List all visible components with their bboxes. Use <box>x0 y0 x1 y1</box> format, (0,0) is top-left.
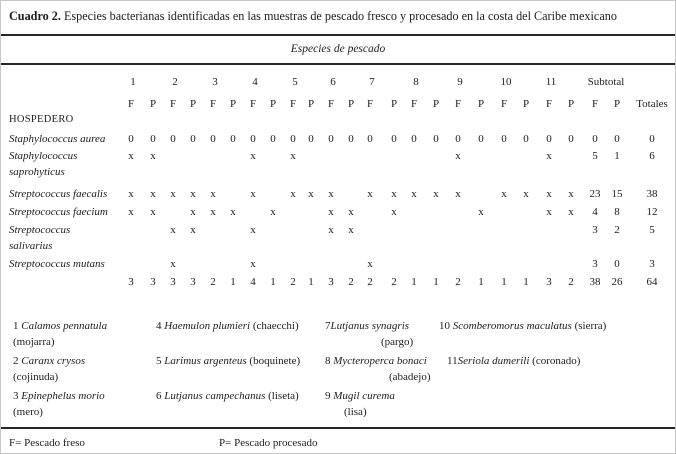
presence-mark: x <box>170 224 176 236</box>
presence-mark: x <box>250 224 256 236</box>
column-total: 1 <box>433 276 439 288</box>
presence-mark: x <box>546 188 552 200</box>
legend-item <box>325 356 427 367</box>
presence-mark: x <box>546 206 552 218</box>
presence-mark: x <box>250 258 256 270</box>
column-total: 2 <box>391 276 397 288</box>
column-total: 1 <box>411 276 417 288</box>
presence-mark: x <box>455 150 461 162</box>
presence-mark: x <box>270 206 276 218</box>
legend-scientific-name: Epinephelus morio <box>21 390 105 402</box>
row-total: 38 <box>646 188 658 200</box>
bacteria-row-label: Staphylococcus aurea <box>9 133 106 145</box>
row-subtotal-fresh: 3 <box>592 224 598 236</box>
row-subtotal-processed: 0 <box>614 258 620 270</box>
presence-mark: x <box>348 206 354 218</box>
presence-mark: x <box>290 150 296 162</box>
legend-scientific-name: Scomberomorus maculatus <box>452 320 572 332</box>
processed-fish-footnote: P= Pescado procesado <box>219 437 318 449</box>
fresh-fish-footnote: F= Pescado freso <box>9 437 85 449</box>
presence-mark: x <box>210 188 216 200</box>
column-total: 3 <box>546 276 552 288</box>
subtotal-fresh-header: F <box>591 98 599 110</box>
legend-scientific-name: Haemulon plumieri <box>164 320 251 332</box>
fresh-column-header: F <box>127 98 135 110</box>
header-rule <box>1 63 675 65</box>
legend-item <box>156 321 299 332</box>
presence-mark: x <box>568 188 574 200</box>
presence-mark: x <box>190 206 196 218</box>
fresh-column-header: F <box>410 98 418 110</box>
presence-mark: x <box>308 188 314 200</box>
fish-number-header: 6 <box>330 76 336 88</box>
legend-common-name: (lisa) <box>344 406 367 418</box>
processed-column-header: P <box>229 98 237 110</box>
table-title <box>9 10 617 22</box>
presence-mark: x <box>250 188 256 200</box>
row-subtotal-fresh: 5 <box>592 150 598 162</box>
presence-mark: x <box>367 188 373 200</box>
presence-mark: x <box>391 206 397 218</box>
presence-mark: x <box>523 188 529 200</box>
fresh-column-header: F <box>327 98 335 110</box>
column-total: 1 <box>478 276 484 288</box>
column-total: 3 <box>328 276 334 288</box>
legend-item-number: 9 <box>325 390 334 402</box>
column-total: 1 <box>501 276 507 288</box>
legend-scientific-name: Seriola dumerili <box>457 355 530 367</box>
presence-mark: x <box>433 188 439 200</box>
row-subtotal-fresh: 23 <box>589 188 601 200</box>
column-total: 3 <box>190 276 196 288</box>
presence-mark: x <box>455 188 461 200</box>
legend-scientific-name: Calamos pennatula <box>21 320 108 332</box>
column-total: 2 <box>568 276 574 288</box>
column-total: 1 <box>308 276 314 288</box>
fish-species-group-header: Especies de pescado <box>290 43 386 55</box>
legend-common-name: (mojarra) <box>13 336 55 348</box>
legend-item-number: 4 <box>156 320 165 332</box>
processed-column-header: P <box>269 98 277 110</box>
legend-item <box>325 391 395 402</box>
processed-column-header: P <box>189 98 197 110</box>
fish-number-header: 4 <box>252 76 258 88</box>
presence-mark: x <box>250 150 256 162</box>
bacteria-row-label: Streptococcus <box>9 224 71 236</box>
subtotal-processed-header: P <box>613 98 621 110</box>
presence-mark: x <box>328 224 334 236</box>
presence-mark: x <box>328 206 334 218</box>
fresh-column-header: F <box>209 98 217 110</box>
presence-mark: 0 <box>150 133 156 145</box>
fresh-column-header: F <box>249 98 257 110</box>
legend-item <box>13 356 85 367</box>
grand-subtotal-fresh: 38 <box>589 276 601 288</box>
legend-common-name: (chaecchi) <box>250 320 299 332</box>
presence-mark: 0 <box>367 133 373 145</box>
presence-mark: 0 <box>501 133 507 145</box>
subtotal-header: Subtotal <box>587 76 625 88</box>
fish-number-header: 5 <box>292 76 298 88</box>
legend-item <box>447 356 580 367</box>
presence-mark: x <box>348 224 354 236</box>
fresh-column-header: F <box>500 98 508 110</box>
legend-scientific-name: Lutjanus campechanus <box>164 390 266 402</box>
presence-mark: x <box>170 258 176 270</box>
column-total: 1 <box>523 276 529 288</box>
presence-mark: 0 <box>391 133 397 145</box>
fresh-column-header: F <box>454 98 462 110</box>
totales-header: Totales <box>636 98 668 110</box>
fish-number-header: 1 <box>130 76 136 88</box>
presence-mark: 0 <box>230 133 236 145</box>
row-total: 3 <box>649 258 655 270</box>
bacteria-row-label: Streptococcus faecium <box>9 206 108 218</box>
presence-mark: x <box>170 188 176 200</box>
presence-mark: 0 <box>348 133 354 145</box>
presence-mark: x <box>546 150 552 162</box>
row-subtotal-processed: 1 <box>614 150 620 162</box>
fresh-column-header: F <box>289 98 297 110</box>
host-column-label: HOSPEDERO <box>9 114 74 125</box>
legend-item <box>156 356 300 367</box>
bacteria-row-label: Staphylococcus <box>9 150 78 162</box>
legend-common-name: (liseta) <box>265 390 299 402</box>
presence-mark: x <box>190 224 196 236</box>
legend-item-number: 5 <box>156 355 165 367</box>
fish-number-header: 11 <box>545 76 557 88</box>
presence-mark: x <box>210 206 216 218</box>
presence-mark: x <box>290 188 296 200</box>
legend-scientific-name: Lutjanus synagris <box>330 320 410 332</box>
presence-mark: x <box>190 188 196 200</box>
column-total: 3 <box>150 276 156 288</box>
legend-common-name: (mero) <box>13 406 43 418</box>
table-title-text: Especies bacterianas identificadas en las muestras de pescado fresco y procesado en la costa del Caribe mexicano <box>60 9 617 23</box>
row-total: 12 <box>646 206 658 218</box>
presence-mark: x <box>411 188 417 200</box>
legend-common-name: (coronado) <box>529 355 581 367</box>
row-subtotal-fresh: 3 <box>592 258 598 270</box>
footer-rule <box>1 427 675 429</box>
column-total: 2 <box>367 276 373 288</box>
legend-scientific-name: Caranx crysos <box>21 355 86 367</box>
row-total: 6 <box>649 150 655 162</box>
presence-mark: x <box>501 188 507 200</box>
bacteria-row-label: salivarius <box>9 240 53 252</box>
presence-mark: 0 <box>455 133 461 145</box>
legend-item-number: 11 <box>447 355 458 367</box>
presence-mark: 0 <box>328 133 334 145</box>
presence-mark: 0 <box>190 133 196 145</box>
legend-item <box>439 321 606 332</box>
presence-mark: x <box>128 206 134 218</box>
legend-item-number: 10 <box>439 320 453 332</box>
legend-scientific-name: Mycteroperca bonaci <box>333 355 427 367</box>
processed-column-header: P <box>567 98 575 110</box>
processed-column-header: P <box>432 98 440 110</box>
legend-scientific-name: Larimus argenteus <box>164 355 247 367</box>
presence-mark: 0 <box>568 133 574 145</box>
legend-item-number: 3 <box>13 390 22 402</box>
column-total: 3 <box>128 276 134 288</box>
fish-number-header: 10 <box>500 76 512 88</box>
column-total: 1 <box>270 276 276 288</box>
bacteria-row-label: saprohyticus <box>9 166 65 178</box>
legend-common-name: (abadejo) <box>389 371 431 383</box>
presence-mark: x <box>230 206 236 218</box>
presence-mark: 0 <box>433 133 439 145</box>
row-subtotal-processed: 2 <box>614 224 620 236</box>
row-subtotal-fresh: 4 <box>592 206 598 218</box>
presence-mark: 0 <box>290 133 296 145</box>
presence-mark: 0 <box>308 133 314 145</box>
legend-item-number: 8 <box>325 355 334 367</box>
legend-common-name: (boquinete) <box>246 355 301 367</box>
processed-column-header: P <box>347 98 355 110</box>
fish-number-header: 7 <box>369 76 375 88</box>
column-total: 4 <box>250 276 256 288</box>
column-total: 2 <box>290 276 296 288</box>
column-total: 2 <box>210 276 216 288</box>
legend-common-name: (sierra) <box>571 320 607 332</box>
processed-column-header: P <box>307 98 315 110</box>
presence-mark: 0 <box>546 133 552 145</box>
row-subtotal-processed: 0 <box>614 133 620 145</box>
column-total: 2 <box>348 276 354 288</box>
legend-item <box>13 321 107 332</box>
legend-scientific-name: Mugil curema <box>333 390 395 402</box>
legend-item-number: 7 <box>325 320 331 332</box>
legend-item <box>156 391 299 402</box>
legend-item <box>13 391 105 402</box>
row-total: 5 <box>649 224 655 236</box>
row-total: 0 <box>649 133 655 145</box>
presence-mark: x <box>478 206 484 218</box>
presence-mark: 0 <box>128 133 134 145</box>
presence-mark: 0 <box>478 133 484 145</box>
fresh-column-header: F <box>169 98 177 110</box>
processed-column-header: P <box>522 98 530 110</box>
grand-total: 64 <box>646 276 658 288</box>
legend-common-name: (cojinuda) <box>13 371 59 383</box>
presence-mark: x <box>128 188 134 200</box>
table-title-label: Cuadro 2. <box>9 9 61 23</box>
presence-mark: 0 <box>250 133 256 145</box>
processed-column-header: P <box>477 98 485 110</box>
column-total: 3 <box>170 276 176 288</box>
grand-subtotal-processed: 26 <box>611 276 623 288</box>
presence-mark: 0 <box>170 133 176 145</box>
fresh-column-header: F <box>366 98 374 110</box>
processed-column-header: P <box>390 98 398 110</box>
top-rule <box>1 34 675 36</box>
presence-mark: 0 <box>523 133 529 145</box>
bacteria-row-label: Streptococcus faecalis <box>9 188 108 200</box>
column-total: 1 <box>230 276 236 288</box>
processed-column-header: P <box>149 98 157 110</box>
presence-mark: x <box>391 188 397 200</box>
presence-mark: x <box>367 258 373 270</box>
presence-mark: 0 <box>411 133 417 145</box>
fish-number-header: 8 <box>413 76 419 88</box>
presence-mark: x <box>150 150 156 162</box>
fresh-column-header: F <box>545 98 553 110</box>
presence-mark: 0 <box>210 133 216 145</box>
presence-mark: x <box>328 188 334 200</box>
row-subtotal-fresh: 0 <box>592 133 598 145</box>
presence-mark: 0 <box>270 133 276 145</box>
column-total: 2 <box>455 276 461 288</box>
fish-number-header: 2 <box>172 76 178 88</box>
presence-mark: x <box>150 206 156 218</box>
legend-item-number: 6 <box>156 390 165 402</box>
legend-common-name: (pargo) <box>381 336 414 348</box>
presence-mark: x <box>568 206 574 218</box>
presence-mark: x <box>150 188 156 200</box>
row-subtotal-processed: 8 <box>614 206 620 218</box>
legend-item-number: 1 <box>13 320 22 332</box>
fish-number-header: 9 <box>457 76 463 88</box>
row-subtotal-processed: 15 <box>611 188 623 200</box>
legend-item <box>325 321 409 332</box>
bacteria-row-label: Streptococcus mutans <box>9 258 105 270</box>
fish-number-header: 3 <box>212 76 218 88</box>
presence-mark: x <box>128 150 134 162</box>
legend-item-number: 2 <box>13 355 22 367</box>
